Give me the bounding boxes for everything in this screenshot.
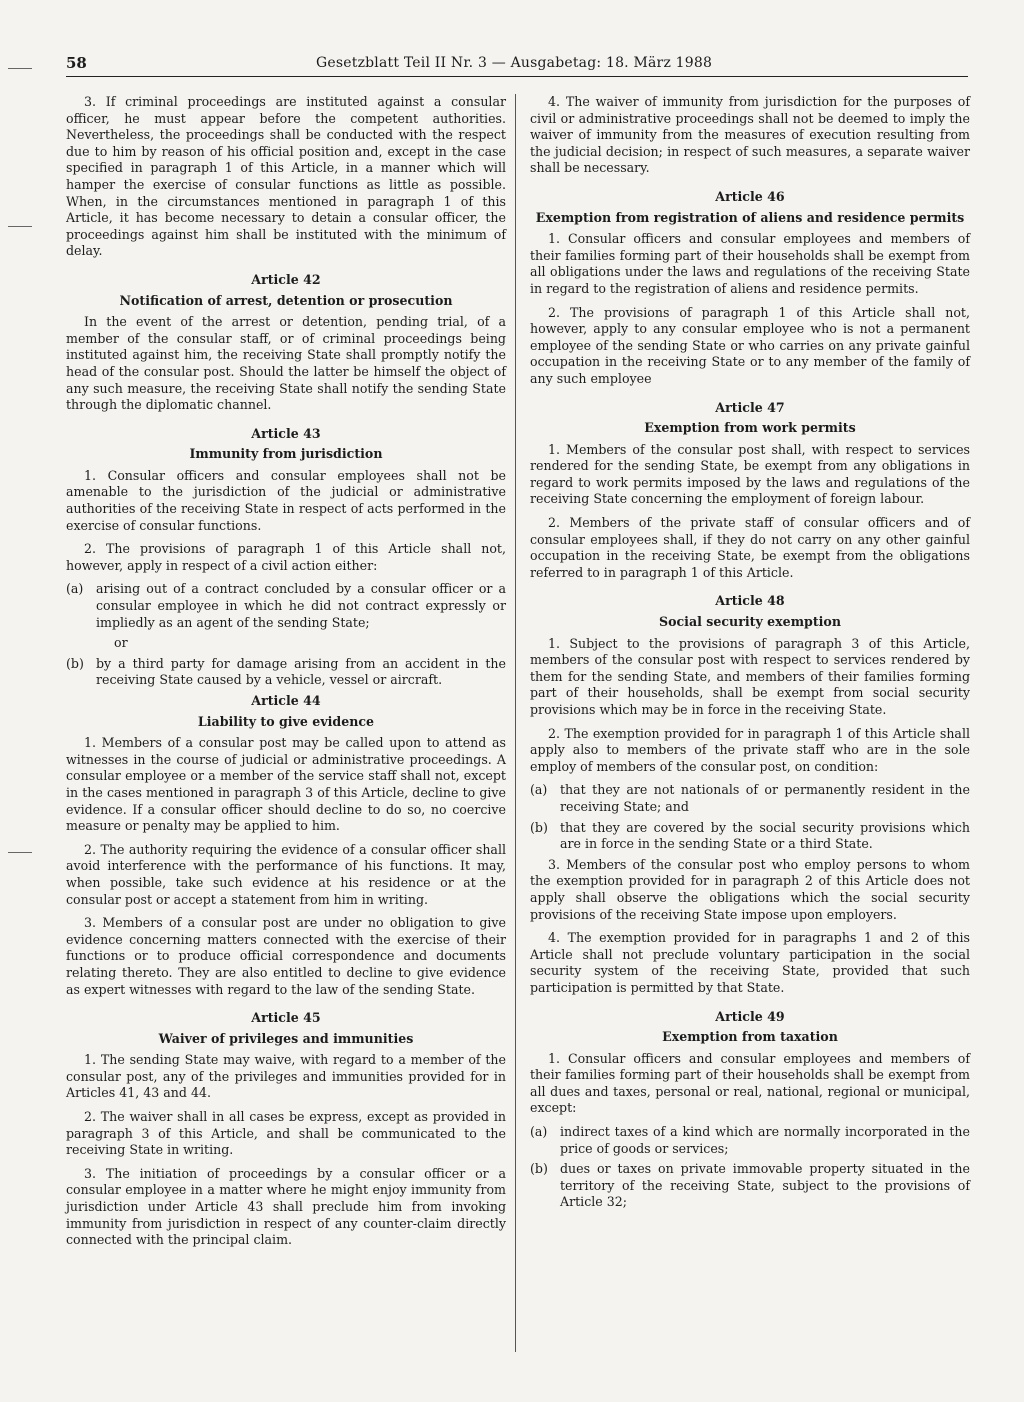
- paragraph: 2. The provisions of paragraph 1 of this Article shall not, however, apply in respect of a civil action either:: [66, 541, 506, 573]
- article-title: Liability to give evidence: [197, 713, 375, 729]
- article-heading: Article 47: [715, 399, 785, 415]
- paragraph: 1. Members of the consular post shall, with respect to services rendered for the sending State, be exempt from any obligations in regard to work permits imposed by the laws and regulations of the receiving State concerning the employment of foreign labour.: [530, 441, 970, 507]
- article-title: Immunity from jurisdiction: [189, 446, 383, 462]
- list-item: [530, 1124, 970, 1157]
- article-title: Exemption from registration of aliens and residence permits: [535, 209, 965, 225]
- paragraph: 2. The authority requiring the evidence of a consular officer shall avoid interference with the performance of his functions. It may, when possible, take such evidence at his residence or at the consular post or accept a statement from him in writing.: [66, 841, 506, 907]
- list-text: that they are covered by the social security provisions which are in force in the sending State or a third State.: [560, 819, 970, 852]
- paragraph: 2. Members of the private staff of consular officers and of consular employees shall, if they do not carry on any other gainful occupation in the receiving State, be exempt from the obligations referred to in paragraph 1 of this Article.: [530, 515, 970, 580]
- paragraph: 3. Members of the consular post who employ persons to whom the exemption provided for in paragraph 2 of this Article does not apply shall observe the obligations which the social security provisions of the receiving State impose upon employers.: [530, 856, 970, 922]
- margin-mark: [8, 68, 32, 69]
- right-column: [530, 94, 970, 1215]
- margin-mark: [8, 226, 32, 227]
- list-marker: (a): [530, 1124, 548, 1140]
- column-divider: [515, 94, 516, 1352]
- article-heading: Article 48: [715, 593, 785, 609]
- conjunction: or: [114, 635, 128, 651]
- left-column: [66, 94, 506, 1256]
- article-heading: Article 43: [251, 425, 321, 441]
- article-heading: Article 42: [251, 271, 321, 287]
- article-heading: Article 46: [715, 188, 785, 204]
- paragraph: 1. Members of a consular post may be called upon to attend as witnesses in the course of judicial or administrative proceedings. A consular employee or a member of the service staff shall not, except in the cases mentioned in paragraph 3 of this Article, decline to give evidence. If a consular officer should decline to do so, no coercive measure or penalty may be applied to him.: [66, 735, 506, 834]
- margin-mark: [8, 852, 32, 853]
- paragraph: 1. Subject to the provisions of paragraph 3 of this Article, members of the consular post with respect to services rendered by them for the sending State, and members of their families forming part of their households, shall be exempt from social security provisions which may be in force in the receiving State.: [530, 635, 970, 717]
- paragraph: 2. The waiver shall in all cases be express, except as provided in paragraph 3 of this Article, and shall be communicated to the receiving State in writing.: [66, 1109, 506, 1158]
- paragraph: 2. The provisions of paragraph 1 of this Article shall not, however, apply to any consular employee who is not a permanent employee of the sending State or who carries on any private gainful occupation in the receiving State or to any member of the family of any such employee: [530, 304, 970, 386]
- paragraph: 1. Consular officers and consular employees and members of their families forming part of their households shall be exempt from all dues and taxes, personal or real, national, regional or municipal, except:: [530, 1050, 970, 1116]
- paragraph: 1. Consular officers and consular employees and members of their families forming part of their households shall be exempt from all obligations under the laws and regulations of the receiving State in regard to the registration of aliens and residence permits.: [530, 231, 970, 296]
- list-text: indirect taxes of a kind which are normally incorporated in the price of goods or services;: [560, 1124, 970, 1156]
- article-heading: Article 49: [715, 1008, 785, 1024]
- list-item: [530, 820, 970, 853]
- article-heading: Article 45: [251, 1010, 321, 1026]
- paragraph: 3. Members of a consular post are under no obligation to give evidence concerning matters connected with the exercise of their functions or to produce official correspondence and documents relating thereto. They are also entitled to decline to give evidence as expert witnesses with regard to the law of the sending State.: [66, 915, 506, 997]
- article-title: Waiver of privileges and immunities: [158, 1030, 414, 1046]
- page-header: [66, 54, 968, 77]
- paragraph: 1. Consular officers and consular employees shall not be amenable to the jurisdiction of the judicial or administrative authorities of the receiving State in respect of acts performed in the exercise of consular functions.: [66, 467, 506, 533]
- article-heading: Article 44: [251, 693, 321, 708]
- list-marker: (b): [530, 819, 548, 835]
- running-head: Gesetzblatt Teil II Nr. 3 — Ausgabetag: 18. März 1988: [316, 55, 713, 71]
- list-item: [530, 1161, 970, 1211]
- list-text: that they are not nationals of or permanently resident in the receiving State; and: [560, 782, 970, 814]
- list-item: [66, 581, 506, 631]
- page-number: 58: [66, 54, 87, 72]
- article-title: Notification of arrest, detention or prosecution: [119, 292, 453, 308]
- list-item: [530, 782, 970, 815]
- article-title: Exemption from work permits: [644, 420, 856, 436]
- paragraph: 4. The waiver of immunity from jurisdiction for the purposes of civil or administrative proceedings shall not be deemed to imply the waiver of immunity from the measures of execution resulting from the judicial decision; in respect of such measures, a separate waiver shall be necessary.: [530, 94, 970, 176]
- paragraph: In the event of the arrest or detention, pending trial, of a member of the consular staff, or of criminal proceedings being instituted against him, the receiving State shall promptly notify the head of the consular post. Should the latter be himself the object of any such measure, the receiving State shall notify the sending State through the diplomatic channel.: [66, 314, 506, 413]
- paragraph: 4. The exemption provided for in paragraphs 1 and 2 of this Article shall not preclude voluntary participation in the social security system of the receiving State, provided that such participation is permitted by that State.: [530, 930, 970, 995]
- article-title: Exemption from taxation: [662, 1029, 838, 1045]
- list-marker: (a): [66, 581, 84, 597]
- list-text: by a third party for damage arising from an accident in the receiving State caused by a vehicle, vessel or aircraft.: [96, 655, 506, 688]
- list-text: arising out of a contract concluded by a consular officer or a consular employee in which he did not contract expressly or impliedly as an agent of the sending State;: [96, 581, 506, 630]
- paragraph: 2. The exemption provided for in paragraph 1 of this Article shall apply also to members of the private staff who are in the sole employ of members of the consular post, on condition:: [530, 725, 970, 774]
- list-marker: (a): [530, 782, 548, 798]
- paragraph: 1. The sending State may waive, with regard to a member of the consular post, any of the privileges and immunities provided for in Articles 41, 43 and 44.: [66, 1052, 506, 1101]
- paragraph: 3. The initiation of proceedings by a consular officer or a consular employee in a matter where he might enjoy immunity from jurisdiction under Article 43 shall preclude him from invoking immunity from jurisdiction in respect of any counter-claim directly connected with the principal claim.: [66, 1165, 506, 1248]
- list-text: dues or taxes on private immovable property situated in the territory of the receiving State, subject to the provisions of Article 32;: [560, 1161, 970, 1210]
- list-marker: (b): [530, 1161, 548, 1177]
- paragraph: 3. If criminal proceedings are instituted against a consular officer, he must appear before the competent authorities. Nevertheless, the proceedings shall be conducted with the respect due to him by reason of his official position and, except in the case specified in paragraph 1 of this Article, in a manner which will hamper the exercise of consular functions as little as possible. When, in the circumstances mentioned in paragraph 1 of this Article, it has become necessary to detain a consular officer, the proceedings against him shall be instituted with the minimum of delay.: [66, 94, 506, 259]
- list-item: [66, 656, 506, 689]
- article-title: Social security exemption: [659, 614, 841, 630]
- list-marker: (b): [66, 655, 84, 671]
